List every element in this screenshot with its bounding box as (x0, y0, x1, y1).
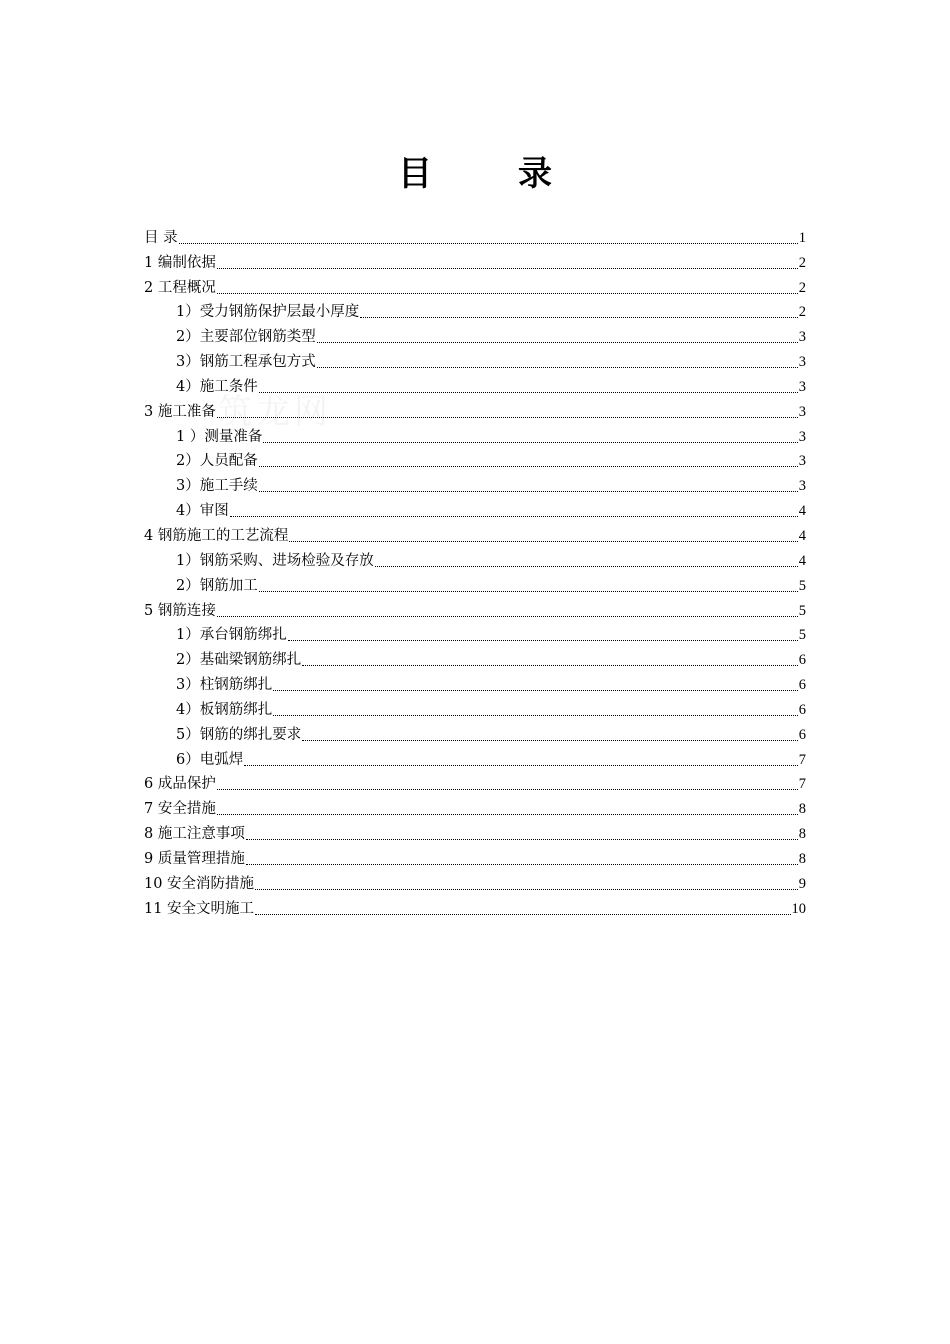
toc-entry-title: 1 ）测量准备 (176, 428, 263, 445)
toc-dot-leader (273, 690, 798, 691)
toc-entry-title: 6 成品保护 (144, 776, 216, 793)
toc-subentry[interactable] (144, 696, 806, 721)
toc-page-number: 10 (791, 900, 806, 917)
toc-page-number: 3 (798, 354, 806, 371)
toc-entry[interactable] (144, 274, 806, 299)
toc-page-number: 2 (798, 254, 806, 271)
toc-entry-title: 11 安全文明施工 (144, 900, 255, 917)
toc-page-number: 1 (798, 229, 806, 246)
toc-dot-leader (317, 342, 798, 343)
toc-entry[interactable] (144, 895, 806, 920)
toc-page-number: 9 (798, 875, 806, 892)
toc-dot-leader (273, 715, 798, 716)
toc-page-number: 3 (798, 478, 806, 495)
toc-page-number: 3 (798, 378, 806, 395)
toc-dot-leader (217, 268, 798, 269)
toc-dot-leader (244, 765, 798, 766)
toc-entry-title: 3）柱钢筋绑扎 (176, 677, 273, 694)
toc-page-number: 6 (798, 726, 806, 743)
toc-subentry[interactable] (144, 448, 806, 473)
toc-dot-leader (255, 914, 790, 915)
toc-entry-title: 5 钢筋连接 (144, 602, 216, 619)
toc-page-number: 5 (798, 577, 806, 594)
page-title: 目 录 (398, 154, 578, 194)
toc-subentry[interactable] (144, 721, 806, 746)
toc-entry-title: 4）施工条件 (176, 378, 258, 395)
toc-entry-title: 2）主要部位钢筋类型 (176, 329, 316, 346)
toc-entry-title: 3 施工准备 (144, 403, 216, 420)
toc-entry-title: 3）钢筋工程承包方式 (176, 354, 316, 371)
toc-dot-leader (217, 293, 798, 294)
toc-entry[interactable] (144, 249, 806, 274)
toc-page-number: 8 (798, 850, 806, 867)
toc-dot-leader (217, 616, 798, 617)
toc-page-number: 3 (798, 453, 806, 470)
toc-subentry[interactable] (144, 472, 806, 497)
toc-entry-title: 5）钢筋的绑扎要求 (176, 726, 302, 743)
toc-entry[interactable] (144, 398, 806, 423)
toc-entry[interactable] (144, 795, 806, 820)
toc-subentry[interactable] (144, 423, 806, 448)
toc-dot-leader (375, 566, 798, 567)
toc-subentry[interactable] (144, 622, 806, 647)
toc-entry-title: 9 质量管理措施 (144, 850, 245, 867)
toc-page-number: 4 (798, 527, 806, 544)
toc-entry-title: 4 钢筋施工的工艺流程 (144, 527, 289, 544)
toc-entry-title: 目 录 (144, 229, 178, 246)
toc-page-number: 6 (798, 677, 806, 694)
toc-dot-leader (360, 317, 798, 318)
toc-page-number: 3 (798, 403, 806, 420)
toc-dot-leader (259, 392, 798, 393)
table-of-contents (144, 224, 806, 920)
toc-page-number: 6 (798, 701, 806, 718)
toc-page-number: 5 (798, 627, 806, 644)
toc-page-number: 2 (798, 279, 806, 296)
toc-page-number: 3 (798, 329, 806, 346)
toc-page-number: 7 (798, 776, 806, 793)
toc-dot-leader (179, 243, 798, 244)
toc-entry-title: 1）钢筋采购、进场检验及存放 (176, 552, 374, 569)
toc-dot-leader (302, 740, 798, 741)
toc-entry-title: 2）基础梁钢筋绑扎 (176, 652, 302, 669)
toc-page-number: 8 (798, 826, 806, 843)
toc-subentry[interactable] (144, 323, 806, 348)
toc-subentry[interactable] (144, 646, 806, 671)
toc-entry[interactable] (144, 845, 806, 870)
toc-subentry[interactable] (144, 497, 806, 522)
toc-page-number: 6 (798, 652, 806, 669)
toc-dot-leader (289, 541, 797, 542)
toc-entry[interactable] (144, 870, 806, 895)
toc-subentry[interactable] (144, 746, 806, 771)
toc-page-number: 3 (798, 428, 806, 445)
toc-entry-title: 3）施工手续 (176, 478, 258, 495)
toc-page-number: 5 (798, 602, 806, 619)
toc-dot-leader (217, 789, 798, 790)
toc-dot-leader (217, 417, 798, 418)
toc-page-number: 2 (798, 304, 806, 321)
toc-dot-leader (317, 367, 798, 368)
toc-entry[interactable] (144, 597, 806, 622)
toc-entry-title: 4）板钢筋绑扎 (176, 701, 273, 718)
toc-entry[interactable] (144, 224, 806, 249)
toc-dot-leader (263, 442, 797, 443)
toc-subentry[interactable] (144, 299, 806, 324)
toc-entry-title: 10 安全消防措施 (144, 875, 255, 892)
toc-subentry[interactable] (144, 572, 806, 597)
toc-subentry[interactable] (144, 373, 806, 398)
toc-dot-leader (288, 640, 798, 641)
toc-dot-leader (259, 491, 798, 492)
toc-subentry[interactable] (144, 547, 806, 572)
toc-dot-leader (230, 516, 798, 517)
toc-page-number: 7 (798, 751, 806, 768)
toc-page-number: 4 (798, 503, 806, 520)
toc-subentry[interactable] (144, 348, 806, 373)
toc-subentry[interactable] (144, 671, 806, 696)
toc-entry-title: 1 编制依据 (144, 254, 216, 271)
toc-entry[interactable] (144, 522, 806, 547)
toc-dot-leader (246, 839, 798, 840)
toc-entry-title: 2）钢筋加工 (176, 577, 258, 594)
toc-entry-title: 7 安全措施 (144, 801, 216, 818)
toc-page-number: 8 (798, 801, 806, 818)
toc-entry[interactable] (144, 771, 806, 796)
toc-entry-title: 8 施工注意事项 (144, 826, 245, 843)
toc-entry-title: 4）审图 (176, 503, 229, 520)
toc-dot-leader (259, 466, 798, 467)
toc-dot-leader (259, 591, 798, 592)
toc-entry-title: 6）电弧焊 (176, 751, 244, 768)
toc-entry-title: 1）承台钢筋绑扎 (176, 627, 287, 644)
toc-entry[interactable] (144, 820, 806, 845)
toc-dot-leader (246, 864, 798, 865)
toc-dot-leader (217, 814, 798, 815)
toc-entry-title: 2）人员配备 (176, 453, 258, 470)
toc-entry-title: 1）受力钢筋保护层最小厚度 (176, 304, 360, 321)
toc-page-number: 4 (798, 552, 806, 569)
toc-dot-leader (302, 665, 798, 666)
toc-dot-leader (255, 889, 798, 890)
toc-entry-title: 2 工程概况 (144, 279, 216, 296)
